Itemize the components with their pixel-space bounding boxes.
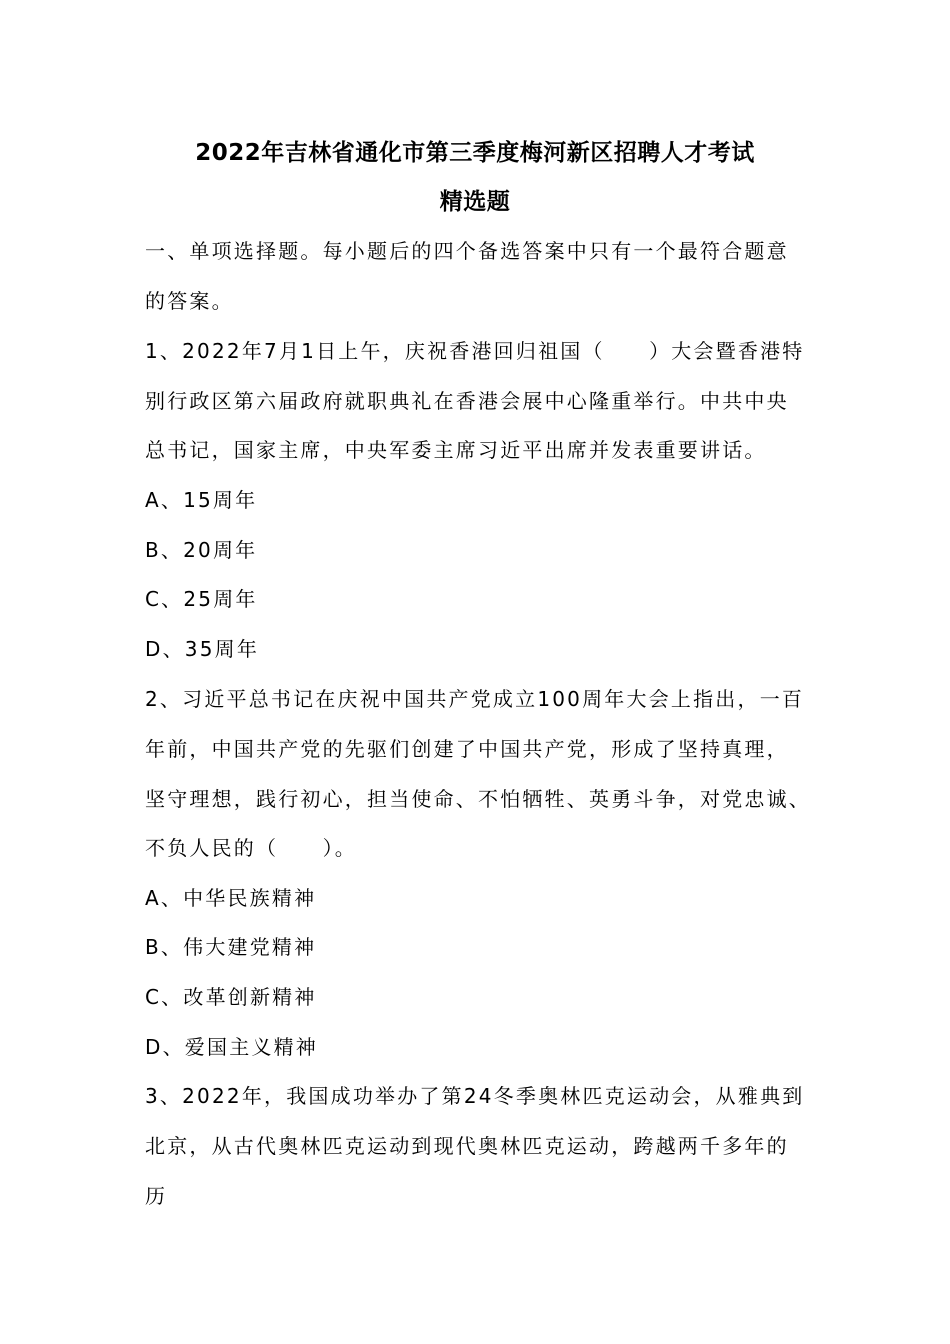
question-1-option-c: C、25周年 <box>145 587 258 611</box>
question-3-line: 3、2022年，我国成功举办了第24冬季奥林匹克运动会，从雅典到 <box>145 1084 805 1108</box>
question-2-option-b: B、伟大建党精神 <box>145 935 317 959</box>
question-2-line: 年前，中国共产党的先驱们创建了中国共产党，形成了坚持真理， <box>145 737 789 761</box>
question-1-option-a: A、15周年 <box>145 488 258 512</box>
question-2-option-c: C、改革创新精神 <box>145 985 317 1009</box>
document-title-line-1: 2022年吉林省通化市第三季度梅河新区招聘人才考试 <box>195 140 755 166</box>
question-1-line: 1、2022年7月1日上午，庆祝香港回归祖国（ ）大会暨香港特 <box>145 339 805 363</box>
instruction-line: 一、单项选择题。每小题后的四个备选答案中只有一个最符合题意 <box>145 239 789 263</box>
question-1-line: 总书记，国家主席，中央军委主席习近平出席并发表重要讲话。 <box>145 438 767 462</box>
question-1-option-d: D、35周年 <box>145 637 260 661</box>
question-2-line: 2、习近平总书记在庆祝中国共产党成立100周年大会上指出，一百 <box>145 687 805 711</box>
question-3-line: 历 <box>145 1184 168 1208</box>
question-2-line: 不负人民的（ ）。 <box>145 836 357 860</box>
question-3-line: 北京，从古代奥林匹克运动到现代奥林匹克运动，跨越两千多年的 <box>145 1134 789 1158</box>
question-1-line: 别行政区第六届政府就职典礼在香港会展中心隆重举行。中共中央 <box>145 389 789 413</box>
question-2-option-d: D、爱国主义精神 <box>145 1035 319 1059</box>
document-title-line-2: 精选题 <box>439 189 511 215</box>
instruction-line: 的答案。 <box>145 289 234 313</box>
question-1-option-b: B、20周年 <box>145 538 258 562</box>
question-2-line: 坚守理想，践行初心，担当使命、不怕牺牲、英勇斗争，对党忠诚、 <box>145 787 811 811</box>
question-2-option-a: A、中华民族精神 <box>145 886 317 910</box>
